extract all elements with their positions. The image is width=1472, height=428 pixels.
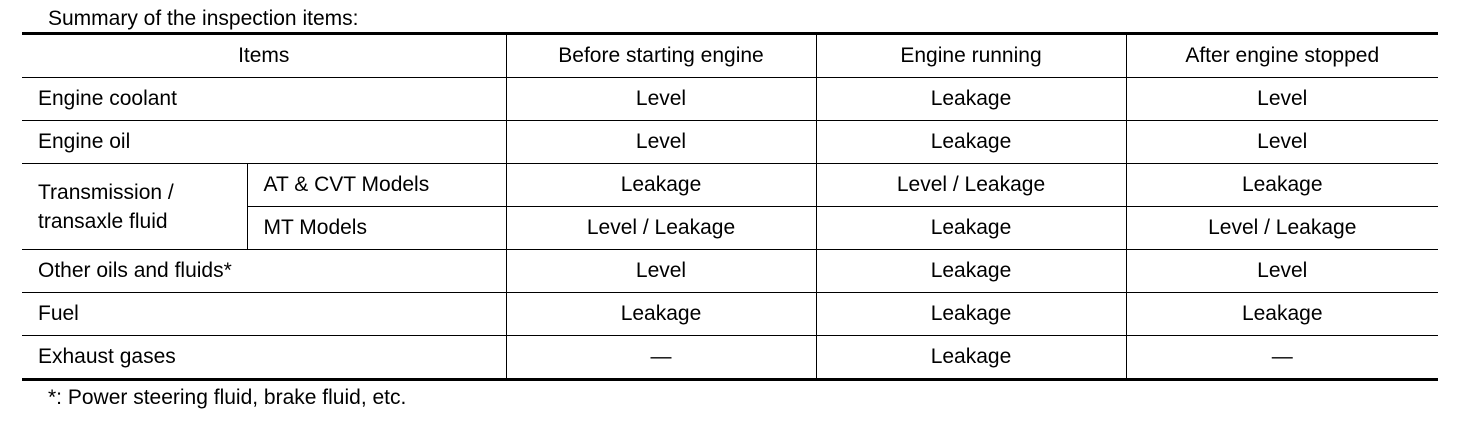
- header-before-starting-engine: Before starting engine: [506, 34, 816, 78]
- sub-item-label: AT & CVT Models: [247, 164, 506, 207]
- item-label: Engine oil: [22, 121, 506, 164]
- inspection-items-table: [22, 32, 1438, 381]
- header-items: Items: [22, 34, 506, 78]
- cell-running: Leakage: [816, 250, 1126, 293]
- cell-after: Level: [1126, 250, 1438, 293]
- sub-item-label: MT Models: [247, 207, 506, 250]
- cell-after: —: [1126, 336, 1438, 380]
- cell-before: Level: [506, 121, 816, 164]
- table-caption: Summary of the inspection items:: [48, 7, 359, 30]
- cell-running: Level / Leakage: [816, 164, 1126, 207]
- cell-running: Leakage: [816, 336, 1126, 380]
- item-label: Other oils and fluids*: [22, 250, 506, 293]
- item-group-label-line2: transaxle fluid: [38, 209, 168, 233]
- table-row: [22, 78, 1438, 121]
- cell-after: Level / Leakage: [1126, 207, 1438, 250]
- cell-before: Level: [506, 250, 816, 293]
- item-group-label: [22, 164, 247, 250]
- cell-after: Leakage: [1126, 293, 1438, 336]
- cell-after: Leakage: [1126, 164, 1438, 207]
- cell-after: Level: [1126, 78, 1438, 121]
- item-group-label-line1: Transmission /: [38, 180, 174, 204]
- header-after-engine-stopped: After engine stopped: [1126, 34, 1438, 78]
- table-header-row: [22, 34, 1438, 78]
- table-row: [22, 121, 1438, 164]
- table-footnote: *: Power steering fluid, brake fluid, etc.: [48, 386, 407, 409]
- cell-before: Level / Leakage: [506, 207, 816, 250]
- table-row: [22, 250, 1438, 293]
- cell-before: Leakage: [506, 293, 816, 336]
- cell-before: Leakage: [506, 164, 816, 207]
- table-row: [22, 293, 1438, 336]
- item-label: Engine coolant: [22, 78, 506, 121]
- item-label: Exhaust gases: [22, 336, 506, 380]
- header-engine-running: Engine running: [816, 34, 1126, 78]
- cell-before: —: [506, 336, 816, 380]
- cell-running: Leakage: [816, 121, 1126, 164]
- table-row: [22, 164, 1438, 207]
- cell-after: Level: [1126, 121, 1438, 164]
- cell-running: Leakage: [816, 207, 1126, 250]
- cell-before: Level: [506, 78, 816, 121]
- cell-running: Leakage: [816, 293, 1126, 336]
- table-row: [22, 336, 1438, 380]
- cell-running: Leakage: [816, 78, 1126, 121]
- item-label: Fuel: [22, 293, 506, 336]
